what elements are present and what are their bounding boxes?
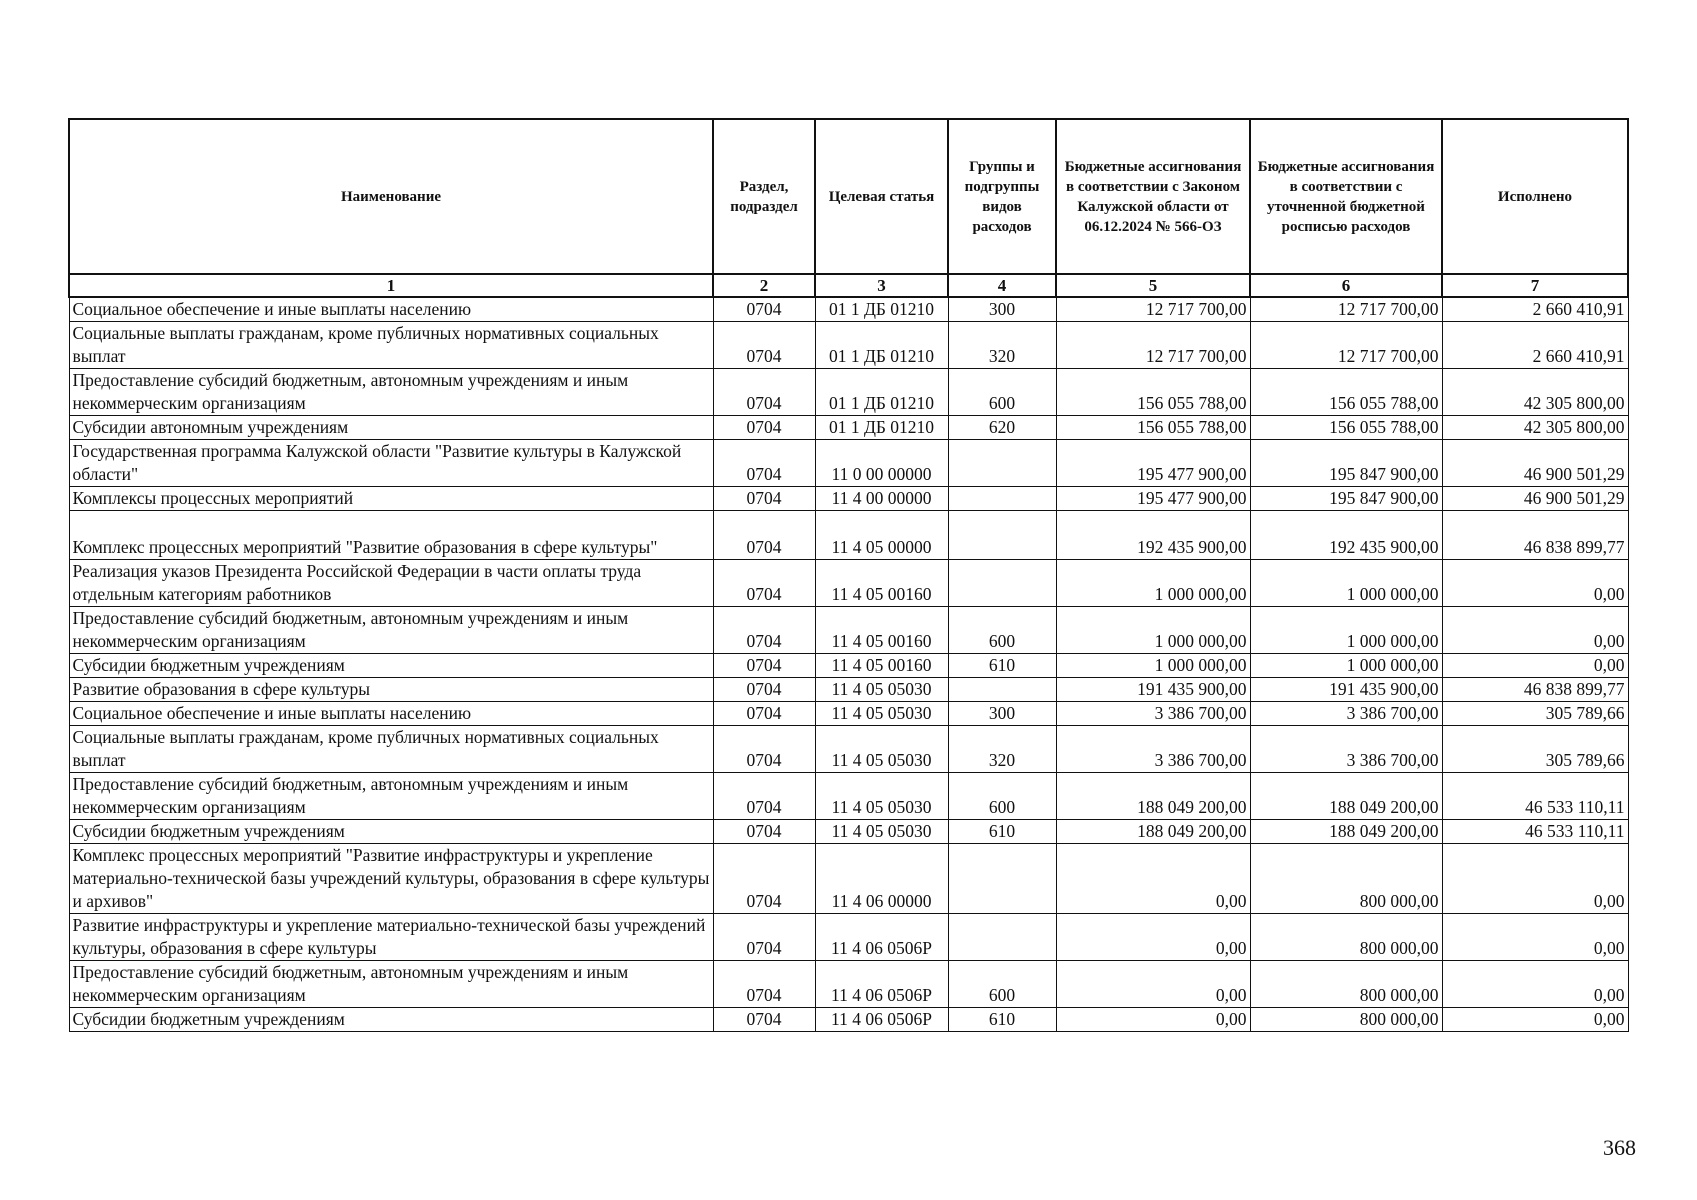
row-name: Комплексы процессных мероприятий [69,487,713,511]
row-target-article: 11 4 00 00000 [815,487,948,511]
row-target-article: 11 4 05 05030 [815,678,948,702]
row-expense-group: 320 [948,726,1056,773]
row-name: Социальное обеспечение и иные выплаты населению [69,702,713,726]
column-number: 3 [815,274,948,297]
column-number-row [69,274,1628,297]
row-expense-group: 600 [948,607,1056,654]
row-refined-amount: 1 000 000,00 [1250,607,1442,654]
column-number: 4 [948,274,1056,297]
row-law-amount: 188 049 200,00 [1056,820,1250,844]
row-expense-group: 600 [948,773,1056,820]
row-refined-amount: 12 717 700,00 [1250,297,1442,322]
row-law-amount: 0,00 [1056,1008,1250,1032]
row-target-article: 11 4 05 05030 [815,702,948,726]
row-expense-group [948,678,1056,702]
header-refined-allocations: Бюджетные ассигнования в соответствии с уточненной бюджетной росписью расходов [1250,119,1442,274]
table-row [69,654,1628,678]
row-law-amount: 0,00 [1056,914,1250,961]
column-number: 1 [69,274,713,297]
row-expense-group [948,511,1056,560]
row-executed-amount: 46 900 501,29 [1442,440,1628,487]
row-target-article: 01 1 ДБ 01210 [815,297,948,322]
row-executed-amount: 46 900 501,29 [1442,487,1628,511]
row-name: Социальные выплаты гражданам, кроме публичных нормативных социальных выплат [69,726,713,773]
row-refined-amount: 800 000,00 [1250,844,1442,914]
row-name: Субсидии бюджетным учреждениям [69,654,713,678]
row-name: Реализация указов Президента Российской Федерации в части оплаты труда отдельным категориям работников [69,560,713,607]
row-law-amount: 1 000 000,00 [1056,607,1250,654]
row-section: 0704 [713,369,815,416]
row-law-amount: 1 000 000,00 [1056,560,1250,607]
row-refined-amount: 188 049 200,00 [1250,773,1442,820]
row-target-article: 11 4 05 00000 [815,511,948,560]
column-number: 5 [1056,274,1250,297]
row-name: Социальные выплаты гражданам, кроме публичных нормативных социальных выплат [69,322,713,369]
row-expense-group: 620 [948,416,1056,440]
row-executed-amount: 42 305 800,00 [1442,416,1628,440]
row-target-article: 11 4 06 0506Р [815,961,948,1008]
row-name: Социальное обеспечение и иные выплаты населению [69,297,713,322]
row-section: 0704 [713,416,815,440]
row-executed-amount: 2 660 410,91 [1442,322,1628,369]
row-name: Предоставление субсидий бюджетным, автономным учреждениям и иным некоммерческим организациям [69,607,713,654]
row-section: 0704 [713,820,815,844]
table-row [69,914,1628,961]
header-executed: Исполнено [1442,119,1628,274]
table-row [69,1008,1628,1032]
header-target-article: Целевая статья [815,119,948,274]
table-row [69,702,1628,726]
budget-table [68,118,1629,1032]
row-target-article: 11 0 00 00000 [815,440,948,487]
row-target-article: 11 4 06 0506Р [815,1008,948,1032]
row-section: 0704 [713,487,815,511]
row-executed-amount: 0,00 [1442,560,1628,607]
row-target-article: 11 4 05 00160 [815,654,948,678]
row-executed-amount: 0,00 [1442,961,1628,1008]
row-section: 0704 [713,440,815,487]
row-refined-amount: 156 055 788,00 [1250,416,1442,440]
row-name: Предоставление субсидий бюджетным, автономным учреждениям и иным некоммерческим организациям [69,369,713,416]
row-law-amount: 195 477 900,00 [1056,440,1250,487]
row-executed-amount: 46 533 110,11 [1442,820,1628,844]
row-section: 0704 [713,560,815,607]
row-section: 0704 [713,961,815,1008]
row-executed-amount: 0,00 [1442,1008,1628,1032]
row-executed-amount: 46 838 899,77 [1442,678,1628,702]
row-executed-amount: 0,00 [1442,654,1628,678]
row-refined-amount: 191 435 900,00 [1250,678,1442,702]
row-law-amount: 0,00 [1056,961,1250,1008]
row-expense-group: 610 [948,820,1056,844]
header-law-allocations: Бюджетные ассигнования в соответствии с Законом Калужской области от 06.12.2024 № 566-ОЗ [1056,119,1250,274]
row-expense-group: 300 [948,702,1056,726]
row-target-article: 11 4 06 00000 [815,844,948,914]
row-executed-amount: 305 789,66 [1442,726,1628,773]
row-executed-amount: 46 533 110,11 [1442,773,1628,820]
row-section: 0704 [713,914,815,961]
row-name: Развитие образования в сфере культуры [69,678,713,702]
row-target-article: 11 4 05 05030 [815,726,948,773]
row-expense-group [948,844,1056,914]
row-section: 0704 [713,678,815,702]
budget-table-container [68,118,1627,1032]
row-executed-amount: 46 838 899,77 [1442,511,1628,560]
row-section: 0704 [713,322,815,369]
row-name: Государственная программа Калужской области "Развитие культуры в Калужской области" [69,440,713,487]
table-row [69,297,1628,322]
table-row [69,678,1628,702]
table-row [69,487,1628,511]
row-name: Предоставление субсидий бюджетным, автономным учреждениям и иным некоммерческим организациям [69,961,713,1008]
table-row [69,369,1628,416]
row-section: 0704 [713,844,815,914]
row-expense-group [948,487,1056,511]
row-expense-group: 600 [948,369,1056,416]
page-number: 368 [1603,1135,1636,1160]
row-name: Субсидии бюджетным учреждениям [69,820,713,844]
row-law-amount: 188 049 200,00 [1056,773,1250,820]
row-target-article: 01 1 ДБ 01210 [815,369,948,416]
table-row [69,726,1628,773]
row-law-amount: 1 000 000,00 [1056,654,1250,678]
row-name: Субсидии бюджетным учреждениям [69,1008,713,1032]
column-number: 2 [713,274,815,297]
row-executed-amount: 0,00 [1442,607,1628,654]
row-section: 0704 [713,702,815,726]
column-number: 7 [1442,274,1628,297]
row-target-article: 11 4 05 05030 [815,773,948,820]
row-refined-amount: 800 000,00 [1250,914,1442,961]
row-law-amount: 156 055 788,00 [1056,369,1250,416]
row-section: 0704 [713,511,815,560]
row-section: 0704 [713,726,815,773]
table-row [69,961,1628,1008]
row-target-article: 11 4 05 05030 [815,820,948,844]
row-name: Предоставление субсидий бюджетным, автономным учреждениям и иным некоммерческим организациям [69,773,713,820]
row-executed-amount: 2 660 410,91 [1442,297,1628,322]
row-refined-amount: 188 049 200,00 [1250,820,1442,844]
row-section: 0704 [713,773,815,820]
row-law-amount: 192 435 900,00 [1056,511,1250,560]
row-executed-amount: 305 789,66 [1442,702,1628,726]
row-expense-group: 610 [948,1008,1056,1032]
table-row [69,773,1628,820]
row-executed-amount: 0,00 [1442,914,1628,961]
row-refined-amount: 3 386 700,00 [1250,702,1442,726]
row-law-amount: 12 717 700,00 [1056,322,1250,369]
table-row [69,322,1628,369]
row-refined-amount: 800 000,00 [1250,961,1442,1008]
row-name: Комплекс процессных мероприятий "Развитие инфраструктуры и укрепление материально-технической базы учреждений культуры, образования в сфере культуры и архивов" [69,844,713,914]
row-law-amount: 156 055 788,00 [1056,416,1250,440]
row-expense-group: 610 [948,654,1056,678]
row-refined-amount: 3 386 700,00 [1250,726,1442,773]
row-target-article: 01 1 ДБ 01210 [815,322,948,369]
row-law-amount: 195 477 900,00 [1056,487,1250,511]
row-expense-group [948,914,1056,961]
row-executed-amount: 0,00 [1442,844,1628,914]
row-refined-amount: 800 000,00 [1250,1008,1442,1032]
header-expense-group: Группы и подгруппы видов расходов [948,119,1056,274]
table-row [69,416,1628,440]
row-refined-amount: 156 055 788,00 [1250,369,1442,416]
header-name: Наименование [69,119,713,274]
table-row [69,820,1628,844]
row-refined-amount: 1 000 000,00 [1250,560,1442,607]
row-section: 0704 [713,297,815,322]
row-target-article: 11 4 05 00160 [815,607,948,654]
row-law-amount: 191 435 900,00 [1056,678,1250,702]
row-expense-group: 320 [948,322,1056,369]
table-row [69,440,1628,487]
row-target-article: 01 1 ДБ 01210 [815,416,948,440]
row-refined-amount: 1 000 000,00 [1250,654,1442,678]
header-section: Раздел, подраздел [713,119,815,274]
row-expense-group: 600 [948,961,1056,1008]
row-target-article: 11 4 06 0506Р [815,914,948,961]
row-section: 0704 [713,654,815,678]
table-row [69,560,1628,607]
header-row [69,119,1628,274]
row-refined-amount: 195 847 900,00 [1250,440,1442,487]
row-expense-group [948,440,1056,487]
table-row [69,511,1628,560]
row-executed-amount: 42 305 800,00 [1442,369,1628,416]
row-name: Развитие инфраструктуры и укрепление материально-технической базы учреждений культуры, образования в сфере культуры [69,914,713,961]
row-target-article: 11 4 05 00160 [815,560,948,607]
row-refined-amount: 12 717 700,00 [1250,322,1442,369]
row-law-amount: 3 386 700,00 [1056,702,1250,726]
row-name: Субсидии автономным учреждениям [69,416,713,440]
row-section: 0704 [713,1008,815,1032]
row-name: Комплекс процессных мероприятий "Развитие образования в сфере культуры" [69,511,713,560]
row-expense-group [948,560,1056,607]
row-law-amount: 0,00 [1056,844,1250,914]
row-section: 0704 [713,607,815,654]
row-law-amount: 12 717 700,00 [1056,297,1250,322]
row-refined-amount: 195 847 900,00 [1250,487,1442,511]
table-row [69,607,1628,654]
row-law-amount: 3 386 700,00 [1056,726,1250,773]
column-number: 6 [1250,274,1442,297]
table-row [69,844,1628,914]
row-refined-amount: 192 435 900,00 [1250,511,1442,560]
table-body [69,297,1628,1032]
row-expense-group: 300 [948,297,1056,322]
